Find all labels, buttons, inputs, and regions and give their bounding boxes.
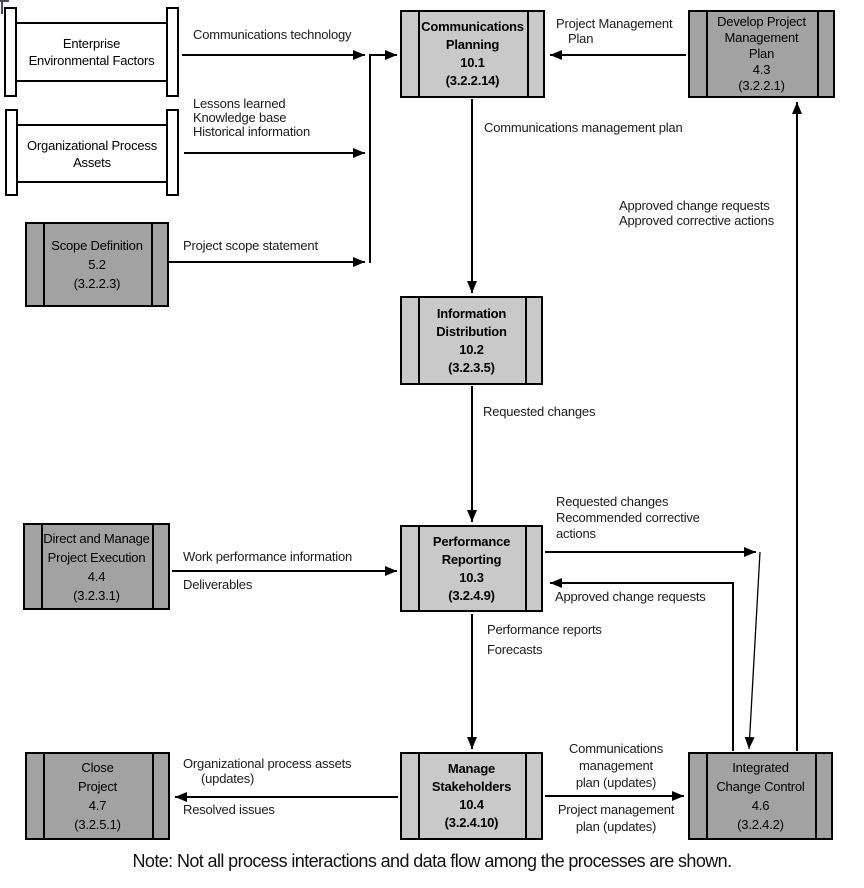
box-divider [817,12,819,96]
label-approved-change-requests-pr: Approved change requests [555,589,706,604]
box-divider [152,525,154,608]
label-project-management-plan: Project Management Plan [556,16,673,46]
box-divider [418,754,420,838]
node-manage-stakeholders [400,752,543,840]
node-close-project [25,752,170,840]
label-deliverables: Deliverables [183,577,253,592]
box-divider [418,298,420,383]
box-divider [706,12,708,96]
box-divider [418,12,420,96]
arrow-icc-to-performance-reporting [550,583,733,751]
node-label: Scope Definition 5.2 (3.2.2.3) [51,238,143,291]
node-label: Performance Reporting 10.3 (3.2.4.9) [432,533,511,603]
label-opa-outputs: Lessons learned Knowledge base Historical information [193,96,310,139]
label-communications-management-plan: Communications management plan [484,120,683,135]
node-organizational-process-assets [5,109,179,196]
box-divider [525,754,527,838]
node-direct-and-manage-project-execution [23,523,170,610]
label-comm-mgmt-plan-updates: Communications management plan (updates) [568,741,663,790]
page-corner-mark [1,0,3,14]
box-divider [525,298,527,383]
node-label: Organizational Process Assets [27,137,157,170]
node-scope-definition [25,222,169,307]
node-label: Integrated Change Control 4.6 (3.2.4.2) [716,760,805,832]
node-label: Close Project 4.7 (3.2.5.1) [74,760,121,832]
label-project-mgmt-plan-updates: Project management plan (updates) [557,802,675,834]
node-label: Information Distribution 10.2 (3.2.3.5) [436,305,507,375]
node-integrated-change-control [688,752,833,840]
label-resolved-issues: Resolved issues [183,802,275,817]
node-performance-reporting [400,525,543,612]
box-divider [418,527,420,610]
node-label: Direct and Manage Project Execution 4.4 (3.2.3.1) [43,530,150,603]
figure-note: Note: Not all process interactions and data flow among the processes are shown. [132,851,732,871]
box-divider [815,754,817,838]
node-label: Enterprise Environmental Factors [28,36,155,68]
label-org-process-assets-updates: Organizational process assets (updates) [183,756,352,786]
label-requested-changes-mid: Requested changes [483,404,596,419]
box-divider [525,527,527,610]
node-label: Manage Stakeholders 10.4 (3.2.4.10) [431,761,512,830]
box-divider [43,224,45,305]
box-divider [151,224,153,305]
box-divider [527,12,529,96]
node-information-distribution [400,296,543,385]
box-divider [706,754,708,838]
label-project-scope-statement: Project scope statement [183,238,318,253]
node-develop-project-management-plan [688,10,835,98]
node-communications-planning [400,10,545,98]
label-approved-changes-top: Approved change requests Approved corrective actions [619,198,775,228]
label-performance-reports: Performance reports Forecasts [487,622,602,657]
box-divider [43,754,45,838]
arrow-down-to-integrated-change-control [749,552,760,749]
page-corner-mark-top [0,0,9,2]
label-requested-changes-right: Requested changes Recommended corrective actions [556,494,700,541]
node-label: Communications Planning 10.1 (3.2.2.14) [421,19,524,88]
box-divider [152,754,154,838]
label-communications-technology: Communications technology [193,27,352,42]
node-label: Develop Project Management Plan 4.3 (3.2.2.1) [717,14,806,93]
label-work-performance-information: Work performance information [183,549,353,564]
node-enterprise-environmental-factors [4,7,179,97]
